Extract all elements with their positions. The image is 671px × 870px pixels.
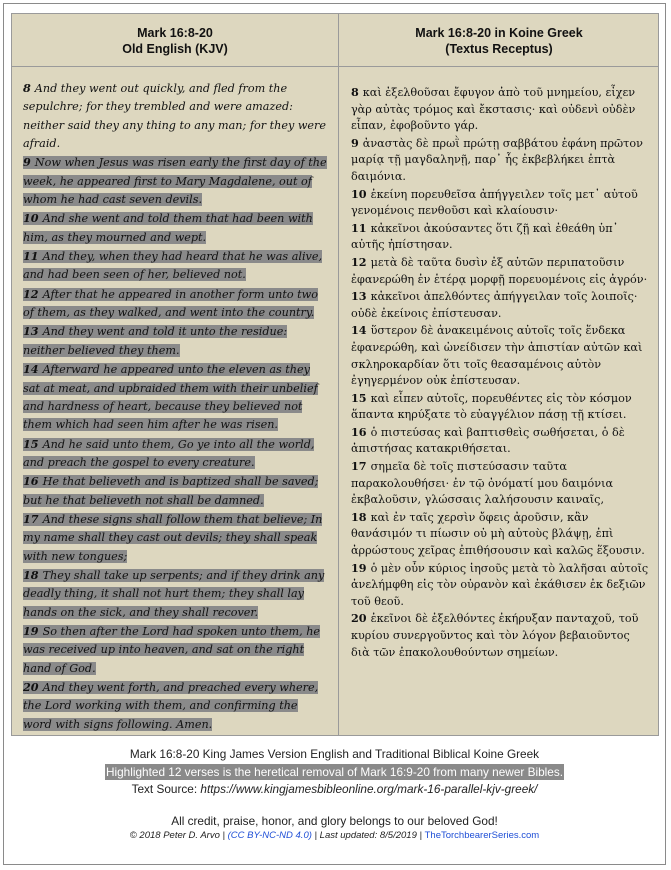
kjv-verse-line	[23, 472, 328, 510]
verse-number: 9	[23, 155, 31, 170]
verse-text: ἀναστὰς δὲ πρωῒ πρώτῃ σαββάτου ἐφάνη πρῶτον μαρίᾳ τῇ μαγδαληνῇ, παρ᾽ ἧς ἐκβεβλήκει ἑπτὰ δαιμόνια.	[351, 136, 643, 183]
credit-line: All credit, praise, honor, and glory belongs to our beloved God!	[171, 814, 498, 828]
kjv-verse	[23, 363, 318, 431]
greek-verse	[351, 424, 651, 458]
verse-text: Afterward he appeared unto the eleven as they sat at meat, and upbraided them with their unbelief and hardness of heart, because they believed not them which had seen him after he was risen.	[23, 363, 318, 432]
kjv-verse-line	[23, 153, 328, 209]
verse-text: So then after the Lord had spoken unto them, he was received up into heaven, and sat on the right hand of God.	[23, 624, 321, 675]
verse-number: 20	[23, 680, 39, 694]
kjv-verse	[23, 212, 313, 243]
verse-text: ὁ πιστεύσας καὶ βαπτισθεὶς σωθήσεται, ὁ δὲ ἀπιστήσας κατακριθήσεται.	[351, 425, 625, 456]
last-updated: | Last updated: 8/5/2019 |	[314, 830, 422, 841]
verse-number: 11	[351, 220, 367, 235]
verse-number: 13	[351, 289, 367, 304]
verse-number: 8	[351, 85, 359, 99]
verse-number: 20	[351, 611, 367, 626]
verse-text: And he said unto them, Go ye into all the world, and preach the gospel to every creature.	[23, 437, 315, 469]
verse-text: They shall take up serpents; and if they drink any deadly thing, it shall not hurt them; they shall lay hands on the sick, and they shall recover.	[23, 568, 325, 619]
verse-text: And these signs shall follow them that believe; In my name shall they cast out devils; they shall speak with new tongues;	[23, 512, 323, 563]
kjv-verse	[23, 82, 326, 150]
header-divider	[12, 66, 658, 67]
verse-text: And they went out quickly, and fled from the sepulchre; for they trembled and were amazed: neither said they any thing to any man; for they were afraid.	[23, 82, 326, 151]
verse-text: μετὰ δὲ ταῦτα δυσὶν ἐξ αὐτῶν περιπατοῦσιν ἐφανερώθη ἐν ἑτέρᾳ μορφῇ πορευομένοις εἰς ἀγρόν·	[351, 255, 648, 286]
kjv-verse	[23, 681, 318, 731]
verse-number: 14	[351, 323, 367, 338]
greek-title: Mark 16:8-20 in Koine Greek	[415, 26, 583, 40]
kjv-verses	[23, 79, 328, 734]
verse-number: 17	[23, 511, 39, 526]
kjv-subtitle: Old English (KJV)	[122, 42, 228, 56]
verse-text: κἀκεῖνοι ἀκούσαντες ὅτι ζῇ καὶ ἐθεάθη ὑπ᾽ αὐτῆς ἠπίστησαν.	[351, 221, 619, 252]
verse-number: 13	[23, 324, 39, 339]
site-link[interactable]: TheTorchbearerSeries.com	[424, 830, 540, 841]
verse-text: καὶ ἐν ταῖς χερσὶν ὄφεις ἀροῦσιν, κἂν θανάσιμόν τι πίωσιν οὐ μὴ αὐτοὺς βλάψῃ, ἐπὶ ἀρρώστους χεῖρας ἐπιθήσουσιν καὶ καλῶς ἕξουσιν.	[351, 510, 645, 558]
kjv-verse-line	[23, 247, 328, 285]
verse-number: 10	[351, 186, 367, 201]
text-source	[4, 781, 665, 798]
verse-text: καὶ ἐξελθοῦσαι ἔφυγον ἀπὸ τοῦ μνημείου, εἶχεν γὰρ αὐτὰς τρόμος καὶ ἔκστασις· καὶ οὐδενὶ οὐδὲν εἶπαν, ἐφοβοῦντο γάρ.	[351, 86, 636, 133]
kjv-verse	[23, 156, 327, 206]
verse-text: And they went and told it unto the residue: neither believed they them.	[23, 325, 288, 357]
greek-verse	[351, 288, 651, 322]
verse-number: 19	[23, 623, 39, 638]
greek-verse	[351, 390, 651, 424]
verse-number: 15	[351, 390, 367, 405]
greek-verses	[351, 84, 651, 661]
verse-number: 15	[23, 436, 39, 451]
kjv-column-header	[12, 25, 338, 57]
greek-verse	[351, 254, 651, 288]
verse-text: ἐκείνη πορευθεῖσα ἀπήγγειλεν τοῖς μετ᾽ αὐτοῦ γενομένοις πενθοῦσι καὶ κλαίουσιν·	[351, 187, 638, 218]
verse-number: 11	[23, 249, 39, 264]
kjv-verse-line	[23, 622, 328, 678]
kjv-verse-line	[23, 435, 328, 473]
kjv-verse-line	[23, 285, 328, 323]
source-url[interactable]: https://www.kingjamesbibleonline.org/mark-16-parallel-kjv-greek/	[200, 782, 538, 796]
kjv-verse	[23, 250, 322, 281]
kjv-verse	[23, 325, 287, 356]
greek-verse	[351, 135, 651, 186]
verse-text: He that believeth and is baptized shall be saved; but he that believeth not shall be damned.	[23, 475, 319, 507]
verse-number: 19	[351, 560, 367, 575]
copyright-line	[4, 829, 665, 842]
kjv-verse	[23, 513, 322, 563]
parallel-text-table	[11, 13, 659, 736]
verse-number: 14	[23, 362, 39, 377]
greek-verse	[351, 186, 651, 220]
kjv-verse	[23, 288, 318, 319]
kjv-verse	[23, 438, 314, 469]
verse-text: And she went and told them that had been with him, as they mourned and wept.	[23, 212, 313, 244]
kjv-verse-line	[23, 510, 328, 566]
verse-number: 18	[351, 509, 367, 524]
verse-text: σημεῖα δὲ τοῖς πιστεύσασιν ταῦτα παρακολουθήσει· ἐν τῷ ὀνόματί μου δαιμόνια ἐκβαλοῦσιν, γλώσσαις λαλήσουσιν καιναῖς,	[351, 460, 614, 507]
column-divider	[338, 14, 339, 735]
greek-verse	[351, 84, 651, 135]
page-frame	[3, 3, 666, 865]
copyright: © 2018 Peter D. Arvo |	[129, 830, 225, 841]
verse-number: 16	[351, 424, 367, 439]
highlight-note: Highlighted 12 verses is the heretical removal of Mark 16:9-20 from many newer Bibles.	[105, 765, 563, 779]
verse-text: ὁ μὲν οὖν κύριος ἰησοῦς μετὰ τὸ λαλῆσαι αὐτοῖς ἀνελήμφθη εἰς τὸν οὐρανὸν καὶ ἐκάθισεν ἐκ δεξιῶν τοῦ θεοῦ.	[351, 561, 649, 608]
verse-number: 12	[23, 286, 39, 301]
verse-text: κἀκεῖνοι ἀπελθόντες ἀπήγγειλαν τοῖς λοιποῖς· οὐδὲ ἐκείνοις ἐπίστευσαν.	[351, 290, 638, 320]
kjv-verse-line	[23, 360, 328, 434]
greek-verse	[351, 560, 651, 611]
greek-column-header	[339, 25, 659, 57]
greek-verse	[351, 322, 651, 389]
verse-text: ἐκεῖνοι δὲ ἐξελθόντες ἐκήρυξαν πανταχοῦ, τοῦ κυρίου συνεργοῦντος καὶ τὸν λόγον βεβαιοῦντος διὰ τῶν ἐπακολουθούντων σημείων.	[351, 612, 639, 659]
verse-text: ὕστερον δὲ ἀνακειμένοις αὐτοῖς τοῖς ἕνδεκα ἐφανερώθη, καὶ ὠνείδισεν τὴν ἀπιστίαν αὐτῶν καὶ σκληροκαρδίαν ὅτι τοῖς θεασαμένοις αὐτὸν ἐγηγερμένον οὐκ ἐπίστευσαν.	[351, 324, 643, 388]
verse-number: 17	[351, 459, 367, 474]
kjv-verse-line	[23, 209, 328, 247]
greek-subtitle: (Textus Receptus)	[445, 42, 553, 56]
verse-number: 18	[23, 567, 39, 582]
greek-verse	[351, 509, 651, 560]
kjv-title: Mark 16:8-20	[137, 26, 213, 40]
license-link[interactable]: (CC BY-NC-ND 4.0)	[227, 830, 312, 841]
kjv-verse	[23, 625, 320, 675]
greek-verse	[351, 458, 651, 509]
footer-description: Mark 16:8-20 King James Version English and Traditional Biblical Koine Greek	[129, 747, 540, 761]
verse-text: After that he appeared in another form unto two of them, as they walked, and went into the country.	[23, 287, 318, 320]
verse-number: 8	[23, 81, 31, 95]
footer	[4, 746, 665, 842]
kjv-verse-line	[23, 678, 328, 734]
verse-number: 10	[23, 211, 39, 226]
verse-number: 16	[23, 474, 39, 489]
verse-number: 9	[351, 135, 359, 150]
kjv-verse-line	[23, 566, 328, 622]
kjv-verse-line	[23, 322, 328, 360]
greek-verse	[351, 610, 651, 661]
verse-number: 12	[351, 254, 367, 269]
kjv-verse	[23, 569, 324, 619]
greek-verse	[351, 220, 651, 254]
verse-text: And they, when they had heard that he was alive, and had been seen of her, believed not.	[23, 250, 323, 282]
verse-text: καὶ εἶπεν αὐτοῖς, πορευθέντες εἰς τὸν κόσμον ἅπαντα κηρύξατε τὸ εὐαγγέλιον πάσῃ τῇ κτίσει.	[351, 391, 632, 422]
source-label: Text Source:	[131, 782, 198, 796]
verse-text: And they went forth, and preached every where, the Lord working with them, and confirming the word with signs following. Amen.	[23, 681, 319, 731]
kjv-verse-line	[23, 79, 328, 153]
verse-text: Now when Jesus was risen early the first day of the week, he appeared first to Mary Magdalene, out of whom he had cast seven devils.	[23, 156, 327, 207]
kjv-verse	[23, 475, 318, 506]
